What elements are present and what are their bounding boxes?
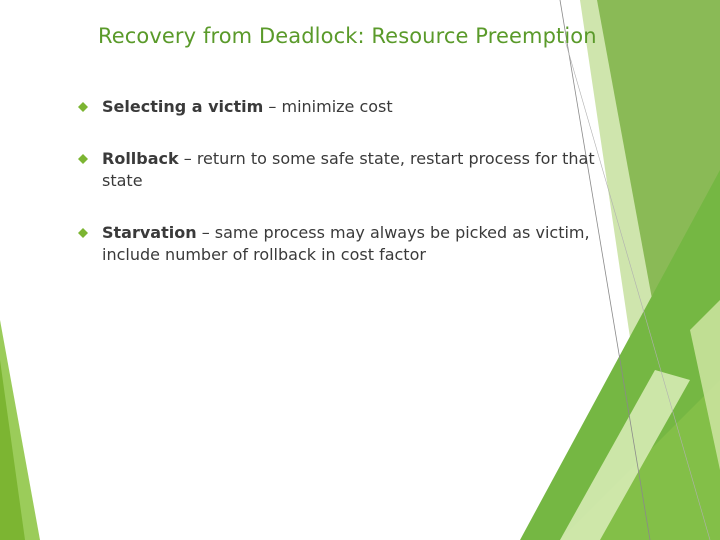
bullet-item-starvation xyxy=(72,222,602,266)
bullet-item-selecting-victim xyxy=(72,96,602,118)
diamond-bullet-icon xyxy=(78,228,88,238)
bullet-term: Selecting a victim xyxy=(102,97,264,116)
bullet-text xyxy=(102,96,602,118)
bullet-item-rollback xyxy=(72,148,602,192)
bullet-separator: – xyxy=(263,97,282,116)
bullet-term: Rollback xyxy=(102,149,179,168)
bullet-text xyxy=(102,148,602,192)
bullet-term: Starvation xyxy=(102,223,197,242)
bullet-text xyxy=(102,222,602,266)
diamond-bullet-icon xyxy=(78,154,88,164)
bullet-detail: return to some safe state, restart process for that state xyxy=(102,149,595,190)
diamond-bullet-icon xyxy=(78,102,88,112)
bullet-separator: – xyxy=(196,223,215,242)
bullet-detail: same process may always be picked as victim, include number of rollback in cost factor xyxy=(102,223,590,264)
bullet-separator: – xyxy=(178,149,197,168)
slide-title: Recovery from Deadlock: Resource Preemption xyxy=(98,24,597,48)
bullet-detail: minimize cost xyxy=(281,97,393,116)
